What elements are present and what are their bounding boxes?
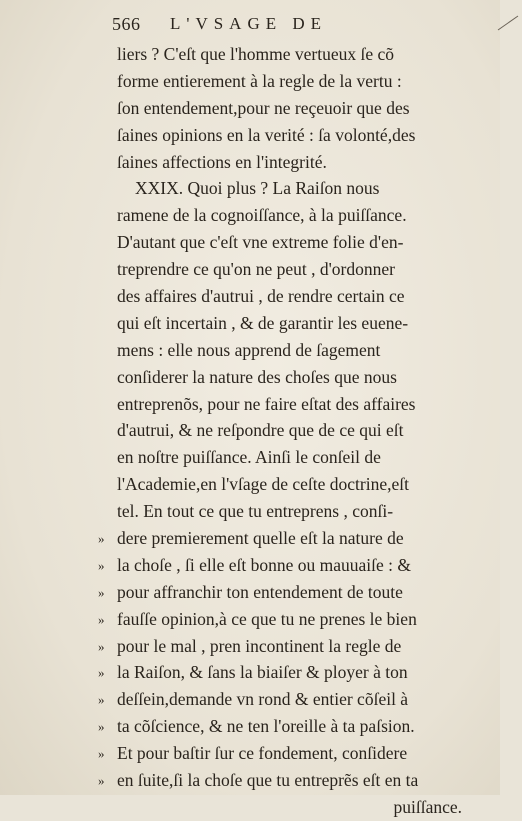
line-text: mens : elle nous apprend de ſagement [117,339,381,360]
line-text: en ſuite,ſi la choſe que tu entreprẽs eſt en ta [117,770,419,791]
text-line [0,149,500,176]
line-text: puiſſance. [393,796,462,817]
body-text [0,41,500,821]
text-line [0,498,500,525]
text-line [0,202,500,229]
text-line [0,740,500,767]
text-line [0,659,500,686]
corner-pencil-mark [496,14,522,32]
page-header [112,14,452,40]
text-line [0,95,500,122]
text-line [0,122,500,149]
margin-quote-mark: » [98,611,105,627]
text-line [0,579,500,606]
text-line [0,364,500,391]
text-line [0,767,500,794]
line-text: forme entierement à la regle de la vertu : [117,70,402,91]
margin-quote-mark: » [98,584,105,600]
margin-quote-mark: » [98,746,105,762]
margin-quote-mark: » [98,557,105,573]
text-line [0,391,500,418]
text-line [0,417,500,444]
text-line [0,283,500,310]
line-text: en noſtre puiſſance. Ainſi le conſeil de [117,447,381,468]
line-text: XXIX. Quoi plus ? La Raiſon nous [135,178,380,199]
margin-quote-mark: » [98,531,105,547]
line-text: d'autrui, & ne reſpondre que de ce qui eſt [117,420,404,441]
line-text: conſiderer la nature des choſes que nous [117,366,397,387]
line-text: treprendre ce qu'on ne peut , d'ordonner [117,259,395,280]
margin-quote-mark: » [98,773,105,789]
text-line [0,471,500,498]
margin-quote-mark: » [98,692,105,708]
line-text: l'Academie,en l'vſage de ceſte doctrine,eſt [117,474,409,495]
line-text: pour le mal , pren incontinent la regle de [117,635,402,656]
text-line [0,41,500,68]
running-title: L'VSAGE DE [170,14,328,33]
margin-quote-mark: » [98,719,105,735]
text-line [0,686,500,713]
text-line [0,337,500,364]
line-text: des affaires d'autrui , de rendre certain ce [117,286,405,307]
line-text: Et pour baſtir ſur ce fondement, conſidere [117,743,408,764]
text-line [0,606,500,633]
text-line [0,444,500,471]
line-text: dere premierement quelle eſt la nature de [117,528,404,549]
text-line [0,525,500,552]
margin-quote-mark: » [98,665,105,681]
line-text: fauſſe opinion,à ce que tu ne prenes le bien [117,608,417,629]
line-text: ſaines opinions en la verité : ſa volonté,des [117,124,416,145]
line-text: la Raiſon, & ſans la biaiſer & ployer à ton [117,662,408,683]
line-text: ramene de la cognoiſſance, à la puiſſance. [117,205,407,226]
line-text: pour affranchir ton entendement de toute [117,581,403,602]
text-line [0,552,500,579]
text-line [0,713,500,740]
text-line [0,68,500,95]
text-line [0,310,500,337]
page-number: 566 [112,14,141,34]
text-line [0,256,500,283]
text-line [0,794,500,821]
line-text: ta cõſcience, & ne ten l'oreille à ta paſsion. [117,716,415,737]
text-line [0,633,500,660]
text-line [0,229,500,256]
line-text: entreprenõs, pour ne faire eſtat des affaires [117,393,416,414]
line-text: ſaines affections en l'integrité. [117,151,327,172]
line-text: ſon entendement,pour ne reçeuoir que des [117,97,410,118]
line-text: liers ? C'eſt que l'homme vertueux ſe cõ [117,44,394,64]
line-text: tel. En tout ce que tu entreprens , conſi- [117,501,394,522]
line-text: deſſein,demande vn rond & entier cõſeil à [117,689,409,710]
line-text: la choſe , ſi elle eſt bonne ou mauuaiſe : & [117,554,412,575]
line-text: D'autant que c'eſt vne extreme folie d'en- [117,232,404,253]
line-text: qui eſt incertain , & de garantir les euene- [117,312,409,333]
margin-quote-mark: » [98,638,105,654]
text-line [0,175,500,202]
